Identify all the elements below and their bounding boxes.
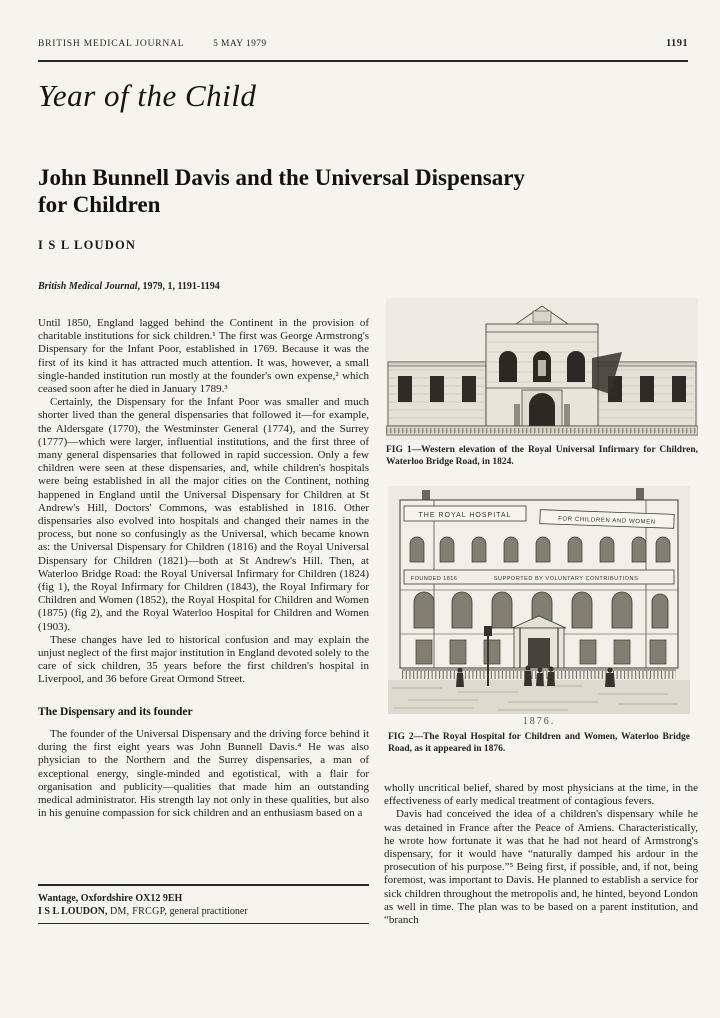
author-credentials <box>38 905 369 918</box>
figure-2 <box>388 486 690 755</box>
wing-left <box>388 362 486 426</box>
citation-middle: , 1979, <box>137 281 168 292</box>
hospital-engraving <box>388 486 690 714</box>
paragraph: wholly uncritical belief, shared by most physicians at the time, in the effectiveness of early medical treatment of contagious fevers. <box>384 782 698 808</box>
entrance-arch <box>529 393 555 426</box>
footnote-author-degrees: DM, FRCGP, <box>109 905 168 917</box>
statue-in-niche <box>538 360 546 376</box>
citation-volume: 1 <box>167 281 173 292</box>
author-footnote <box>38 884 369 924</box>
author-name: I S L LOUDON <box>38 238 137 252</box>
figure-1-caption-text: —Western elevation of the Royal Universal Infirmary for Children, Waterloo Bridge Road, in 1824. <box>386 445 698 467</box>
left-column <box>38 317 369 820</box>
right-column <box>384 782 698 927</box>
building-elevation-illustration <box>386 298 698 440</box>
article-title-line2: for Children <box>38 192 161 217</box>
paragraph: Until 1850, England lagged behind the Continent in the provision of charitable institutions for sick children.¹ The first was George Armstrong's Dispensary for the Infant Poor, established in 1769. Because it was the first of its kind it has attracted much attention. It was, however, a small single-handed institution run mostly at the founder's own expense,² which ceased soon after he died in January 1789.³ <box>38 317 369 396</box>
article-title-line1: John Bunnell Davis and the Universal Dispensary <box>38 165 525 190</box>
central-block <box>486 306 598 426</box>
figure-2-caption-text: —The Royal Hospital for Children and Women, Waterloo Bridge Road, as it appeared in 1876. <box>388 732 690 754</box>
section-banner: Year of the Child <box>38 78 257 113</box>
figure-2-year: 1876. <box>522 716 556 727</box>
banner-mid <box>404 570 674 584</box>
paragraph: Davis had conceived the idea of a children's dispensary while he was detained in France after the Peace of Amiens. Characteristically, he wrote how fortunate it was that he had not heard of Armstrong's dispensary, for it would have “naturally damped his ardour in the prosecution of his purpose.”⁵ Being first, if possible, and, if not, being foremost, was important to Davis. He planned to establish a service for sick children throughout the metropolis and, he hinted, beyond London as well in time. The plan was to be based on a parent institution, and “branch <box>384 808 698 927</box>
banner-mid-left-text: FOUNDED 1816 <box>410 576 458 582</box>
citation-journal: British Medical Journal <box>38 281 138 292</box>
figure-2-caption <box>388 732 690 755</box>
header-left <box>38 39 293 49</box>
banner-top-right-text: FOR CHILDREN AND WOMEN <box>558 516 656 526</box>
banner-mid-center-text: SUPPORTED BY VOLUNTARY CONTRIBUTIONS <box>493 576 639 582</box>
journal-name: BRITISH MEDICAL JOURNAL <box>38 39 185 49</box>
author-address: Wantage, Oxfordshire OX12 9EH <box>38 892 183 904</box>
footnote-author-name: I S L LOUDON, <box>38 905 108 917</box>
issue-date: 5 MAY 1979 <box>213 39 267 49</box>
paragraph: Certainly, the Dispensary for the Infant Poor was smaller and much shorter lived than the general dispensaries that followed it—for example, the Aldersgate (1770), the Westminster General (1774), and the Surrey (1777)—which were larger, influential institutions, and the first three of many general dispensaries that followed in rapid succession. Only a few children were seen at these dispensaries, and, while children's hospitals were being established in all the major cities on the Continent, nothing happened in England until the Universal Dispensary for Children at St Andrew's Hill, Doctors' Commons, was established in 1816. Other dispensaries also evolved into hospitals and changed their names in the process, but none so confusingly as the Universal, which became known as: the Universal Dispensary for Children (1816) and the Royal Universal Dispensary for Children (1821)—both at St Andrew's Hill. Then, at Waterloo Bridge Road: the Royal Universal Infirmary for Children (1824) (fig 1), the Royal Infirmary for Children (1843), the Royal Infirmary for Children and Women (1852), the Royal Hospital for Children and Women (1875) (fig 2), and the Royal Waterloo Hospital for Children and Women (1903). <box>38 396 369 633</box>
header-rule <box>38 60 688 62</box>
citation-line <box>38 281 220 292</box>
citation-pages: , 1191-1194 <box>172 281 220 292</box>
building-facade <box>400 500 678 668</box>
figure-1 <box>386 298 698 468</box>
banner-top-left-text: THE ROYAL HOSPITAL <box>418 512 512 519</box>
article-title <box>38 164 638 218</box>
paragraph: The founder of the Universal Dispensary and the driving force behind it during the first eight years was John Bunnell Davis.⁴ He was also physician to the Northern and the Surrey dispensaries, a man of exceptional energy, single-minded and egotistical, with a flair for organisation and publicity—qualities that made him an outstanding medical administrator. His strength lay not only in these qualities, but also in his genuine compassion for sick children and an enthusiasm based on a <box>38 727 369 820</box>
figure-1-caption <box>386 445 698 468</box>
paragraph: These changes have led to historical confusion and may explain the unjust neglect of the first major institution in England devoted solely to the care of sick children, 35 years before the first children's hospital in Liverpool, and 36 before Great Ormond Street. <box>38 633 369 686</box>
figure-2-label: FIG 2 <box>388 732 414 742</box>
footnote-rule-top <box>38 884 369 886</box>
page-header <box>38 38 688 49</box>
footnote-rule-bottom <box>38 923 369 925</box>
figure-1-label: FIG 1 <box>386 445 412 455</box>
page-number: 1191 <box>665 38 688 49</box>
section-heading: The Dispensary and its founder <box>38 705 193 718</box>
footnote-author-role: general practitioner <box>169 905 248 917</box>
